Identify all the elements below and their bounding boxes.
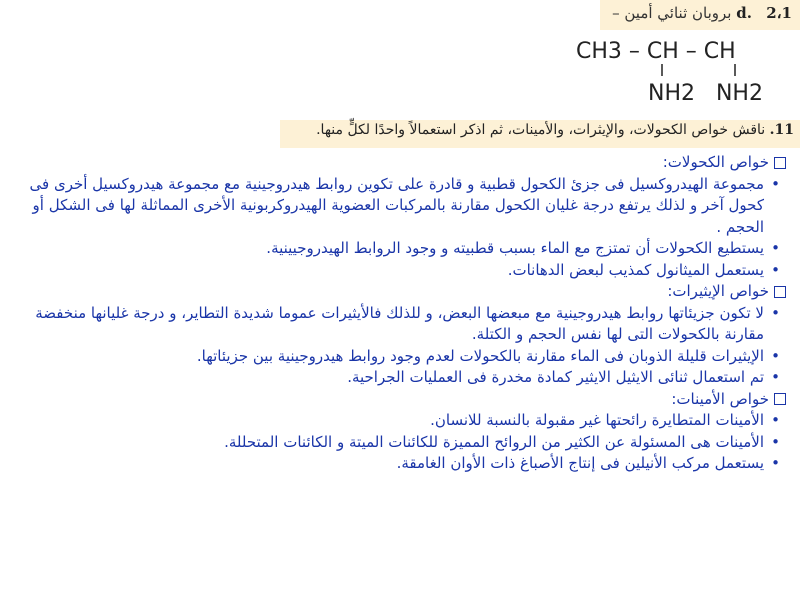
alcohols-list: [6, 174, 786, 282]
list-item: • يستطيع الكحولات أن تمتزج مع الماء بسبب قطبيته و وجود الروابط الهيدروجيينية.: [6, 238, 764, 260]
answer-content: [6, 152, 786, 475]
section-heading-amines: خواص الأمينات:: [6, 389, 786, 411]
question-number: 11.: [769, 122, 794, 138]
list-item: • يستعمل مركب الأنيلين فى إنتاج الأصباغ ذات الأوان الغامقة.: [6, 453, 764, 475]
answer-compound-name: بروبان ثنائي أمين –: [612, 4, 732, 22]
section-heading-ethers: خواص الإيثيرات:: [6, 281, 786, 303]
checkbox-square-icon: [774, 157, 786, 169]
formula-top: CH3 – CH – CH: [576, 39, 736, 64]
question: [316, 122, 794, 138]
formula-drawing: [570, 34, 790, 114]
answer-letter: d.: [736, 4, 752, 22]
list-item: • مجموعة الهيدروكسيل فى جزئ الكحول قطبية و قادرة على تكوين روابط هيدروجينية مع مجموعة هيدروكسيل أخرى فى كحول آخر و لذلك يرتفع درجة غليان الكحول مقارنة بالمركبات العضوية الهيدروكربونية الأخرى المماثلة لها فى الشكل أو الحجم .: [6, 174, 764, 239]
list-item: • لا تكون جزيئاتها روابط هيدروجينية مع مبعضها البعض، و للذلك فالأيثيرات عموما شديدة التطاير، و درجة غليانها منخفضة مقارنة بالكحولات التى لها نفس الحجم و الكتلة.: [6, 303, 764, 346]
list-item: • الإيثيرات قليلة الذوبان فى الماء مقارنة بالكحولات لعدم وجود روابط هيدروجينية بين جزيئاتها.: [6, 346, 764, 368]
list-item: • الأمينات هى المسئولة عن الكثير من الروائح المميزة للكائنات الميتة و الكائنات المتحللة.: [6, 432, 764, 454]
checkbox-square-icon: [774, 393, 786, 405]
handwritten-formula: [570, 34, 790, 114]
section-heading-alcohols: خواص الكحولات:: [6, 152, 786, 174]
list-item: • تم استعمال ثنائى الايثيل الايثير كمادة مخدرة فى العمليات الجراحية.: [6, 367, 764, 389]
list-item: • الأمينات المتطايرة رائحتها غير مقبولة بالنسبة للانسان.: [6, 410, 764, 432]
formula-bottom: NH2 NH2: [648, 81, 763, 106]
answer-locants: 2،1: [766, 4, 792, 22]
list-item: • يستعمل الميثانول كمذيب لبعض الدهانات.: [6, 260, 764, 282]
checkbox-square-icon: [774, 286, 786, 298]
ethers-list: [6, 303, 786, 389]
answer-header: [600, 0, 800, 30]
amines-list: [6, 410, 786, 475]
question-text: ناقش خواص الكحولات، والإيثرات، والأمينات، ثم اذكر استعمالاً واحدًا لكلٍّ منها.: [316, 122, 766, 138]
